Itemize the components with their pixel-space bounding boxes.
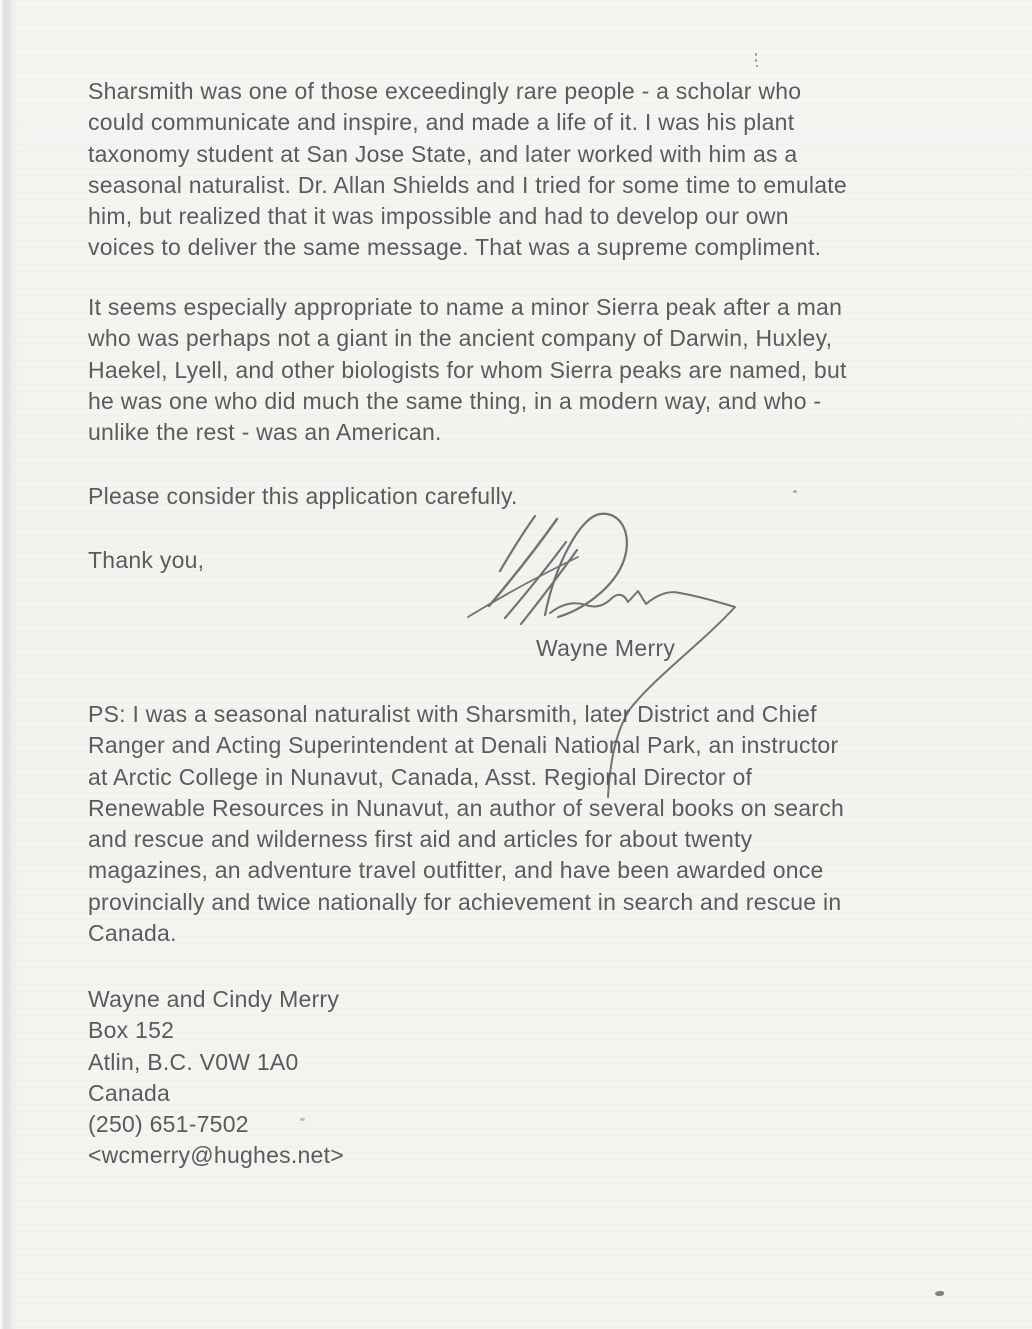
text-line: seasonal naturalist. Dr. Allan Shields and I tried for some time to emulate	[88, 171, 847, 198]
text-line: and rescue and wilderness first aid and articles for about twenty	[88, 826, 753, 853]
scanner-edge-shadow	[0, 0, 18, 1329]
text-line: who was perhaps not a giant in the ancient company of Darwin, Huxley,	[88, 325, 833, 352]
text-line: Thank you,	[88, 547, 205, 573]
text-line: Haekel, Lyell, and other biologists for whom Sierra peaks are named, but	[88, 356, 847, 383]
text-line: Ranger and Acting Superintendent at Denali National Park, an instructor	[88, 732, 839, 759]
paragraph-sharsmith-tribute	[88, 76, 988, 264]
text-line: him, but realized that it was impossible and had to develop our own	[88, 203, 789, 230]
text-line: Renewable Resources in Nunavut, an author of several books on search	[88, 794, 844, 821]
text-line: taxonomy student at San Jose State, and later worked with him as a	[88, 140, 798, 167]
scan-artifact-smudge	[300, 1118, 305, 1121]
text-line: voices to deliver the same message. That was a supreme compliment.	[88, 234, 822, 261]
text-line: could communicate and inspire, and made a life of it. I was his plant	[88, 109, 795, 136]
text-line: Box 152	[88, 1017, 175, 1044]
paragraph-thank-you	[88, 545, 988, 576]
paragraph-sierra-peak	[88, 292, 988, 448]
scan-artifact-dot	[755, 53, 757, 56]
text-line: Sharsmith was one of those exceedingly rare people - a scholar who	[88, 78, 802, 104]
text-line: Wayne and Cindy Merry	[88, 986, 340, 1012]
text-line: Canada.	[88, 920, 177, 947]
scan-artifact-dot	[756, 65, 758, 67]
text-line: unlike the rest - was an American.	[88, 419, 442, 446]
text-line: Please consider this application carefully.	[88, 483, 518, 509]
text-line: provincially and twice nationally for achievement in search and rescue in	[88, 888, 842, 915]
scan-artifact-dot	[755, 59, 757, 62]
text-line: magazines, an adventure travel outfitter, and have been awarded once	[88, 857, 824, 884]
text-line: (250) 651-7502	[88, 1111, 249, 1138]
text-line: Atlin, B.C. V0W 1A0	[88, 1048, 299, 1075]
text-line: at Arctic College in Nunavut, Canada, Asst. Regional Director of	[88, 763, 753, 790]
paragraph-postscript	[88, 699, 988, 949]
paragraph-closing-request	[88, 481, 988, 512]
text-line: PS: I was a seasonal naturalist with Sharsmith, later District and Chief	[88, 701, 817, 727]
text-line: Canada	[88, 1079, 171, 1106]
text-line: It seems especially appropriate to name a minor Sierra peak after a man	[88, 294, 843, 320]
signature-printed-name: Wayne Merry	[536, 635, 676, 661]
text-line: he was one who did much the same thing, in a modern way, and who -	[88, 387, 822, 414]
scan-artifact-dot	[793, 490, 797, 493]
address-block	[88, 984, 988, 1172]
scan-artifact-speck	[935, 1291, 944, 1296]
text-line: <wcmerry@hughes.net>	[88, 1142, 344, 1169]
